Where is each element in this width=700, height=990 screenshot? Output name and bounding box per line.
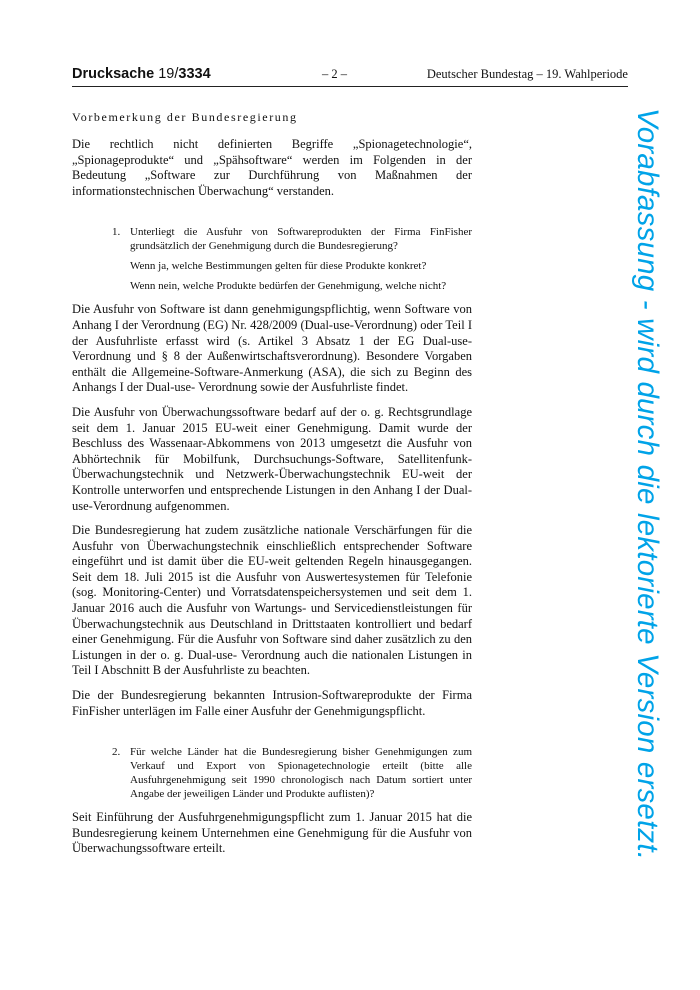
question-1-text: Unterliegt die Ausfuhr von Softwareprodukten der Firma FinFisher grundsätzlich der Genehmigung durch die Bundesregierung? (130, 226, 472, 253)
page-number: – 2 – (322, 67, 347, 81)
question-1 (72, 225, 472, 293)
intro-paragraph: Die rechtlich nicht definierten Begriffe „Spionagetechnologie“, „Spionageprodukte“ und „Spähsoftware“ werden im Folgenden in der Bedeutung „Software zur Durchführung von Maßnahmen der informationstechnischen Überwachung“ verstanden. (72, 137, 472, 198)
question-2-text: Für welche Länder hat die Bundesregierung bisher Genehmigungen zum Verkauf und Export von Spionagetechnologie erteilt (bitte alle Ausfuhrgenehmigung seit 1990 chronologisch nach Datum sortiert unter Angabe der jeweiligen Länder und Produkte auflisten)? (130, 746, 472, 801)
question-2 (72, 745, 472, 801)
answer-1-paragraph-1: Die Ausfuhr von Software ist dann genehmigungspflichtig, wenn Software von Anhang I der Verordnung (EG) Nr. 428/2009 (Dual-use-Verordnung) oder Teil I der Ausfuhrliste erfasst wird (s. Artikel 3 Absatz 1 der EG Dual-use-Verordnung und § 8 der Außenwirtschaftsverordnung). Besondere Vorgaben enthält die Allgemeine-Software-Anmerkung (ASA), die sich zu Beginn des Anhangs I der Dual-use- Verordnung sowie der Ausfuhrliste findet. (72, 302, 472, 395)
doc-number-main: 3334 (178, 66, 211, 82)
question-2-number: 2. (112, 746, 121, 759)
question-1-sub-a: Wenn ja, welche Bestimmungen gelten für diese Produkte konkret? (130, 260, 427, 273)
doc-label-text: Drucksache (72, 66, 155, 82)
answer-1-paragraph-4: Die der Bundesregierung bekannten Intrusion-Softwareprodukte der Firma FinFisher unterlägen im Falle einer Ausfuhr der Genehmigungspflicht. (72, 688, 472, 718)
document-body (72, 110, 472, 866)
question-1-sub-b: Wenn nein, welche Produkte bedürfen der Genehmigung, welche nicht? (130, 280, 447, 293)
document-number (158, 66, 210, 82)
page-header (72, 66, 628, 87)
question-1-number: 1. (112, 226, 121, 239)
institution-label: Deutscher Bundestag – 19. Wahlperiode (426, 67, 628, 81)
answer-1-paragraph-3: Die Bundesregierung hat zudem zusätzliche nationale Verschärfungen für die Ausfuhr von Überwachungstechnik einschließlich entsprechender Software eingeführt und ist damit über die EU-weit geltenden Regeln hinausgegangen. Seit dem 18. Juli 2015 ist die Ausfuhr von Auswertesystemen für Telefonie (sog. Monitoring-Center) und Vorratsdatenspeichersystemen und seit dem 1. Januar 2016 auch die Ausfuhr von Wartungs- und Servicedienstleistungen für Überwachungstechnik aus Deutschland in Drittstaaten kontrolliert und bedarf einer Genehmigung. Für die Ausfuhr von Software sind daher zusätzlich zu den Listungen in der o. g. Dual-use- Verordnung auch die nationalen Listungen in Teil I Abschnitt B der Ausfuhrliste zu beachten. (72, 523, 472, 678)
draft-watermark: Vorabfassung - wird durch die lektorierte Version ersetzt. (631, 108, 664, 861)
answer-1-paragraph-2: Die Ausfuhr von Überwachungssoftware bedarf auf der o. g. Rechtsgrundlage seit dem 1. Januar 2015 EU-weit einer Genehmigung. Damit wurde der Beschluss des Wassenaar-Abkommens von 2013 umgesetzt die Ausfuhr von Abhörtechnik für Mobilfunk, Durchsuchungs-Software, Satellitenfunk-Überwachungstechnik und Netzwerk-Überwachungstechnik EU-weit der Kontrolle unterworfen und entsprechende Listungen in den Anhang I der Dual-use-Verordnung aufgenommen. (72, 404, 472, 513)
answer-2-paragraph-1: Seit Einführung der Ausfuhrgenehmigungspflicht zum 1. Januar 2015 hat die Bundesregierung keinem Unternehmen eine Genehmigung für die Ausfuhr von Überwachungssoftware erteilt. (72, 810, 472, 856)
document-label (72, 66, 211, 82)
section-title: Vorbemerkung der Bundesregierung (72, 110, 298, 124)
doc-number-prefix: 19/ (158, 66, 179, 82)
